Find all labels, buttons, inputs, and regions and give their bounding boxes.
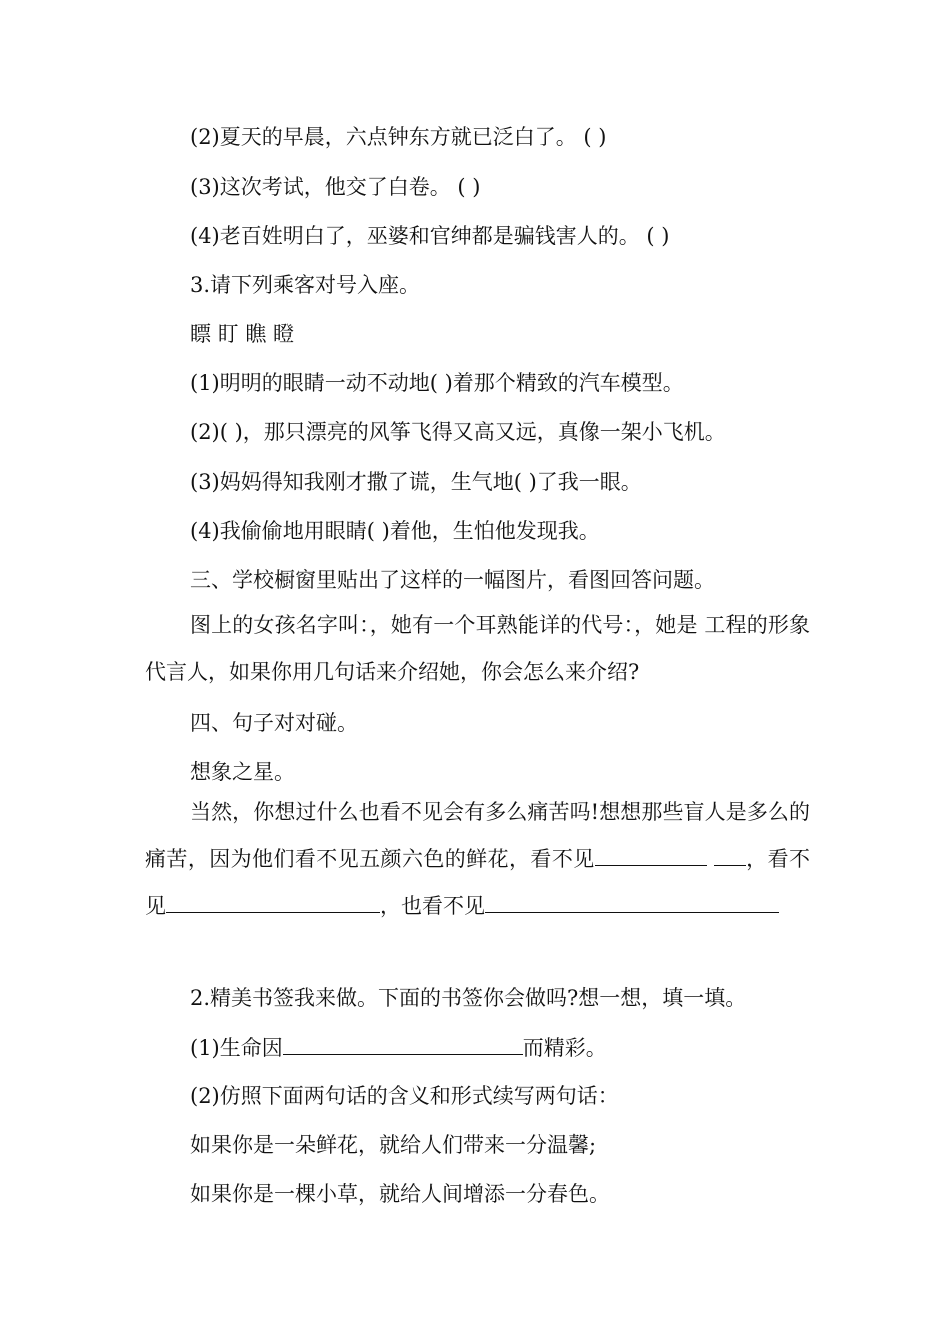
blank-3[interactable] [166, 890, 380, 913]
bookmark-item-2: (2)仿照下面两句话的含义和形式续写两句话： [190, 1084, 619, 1108]
imagination-text-2: ，看不见 [145, 847, 811, 918]
question-2-4: (4)老百姓明白了，巫婆和官绅都是骗钱害人的。 ( ) [190, 224, 670, 248]
imagination-star-heading: 想象之星。 [190, 760, 295, 784]
word-bank: 瞟 盯 瞧 瞪 [190, 322, 295, 346]
question-2-3: (3)这次考试，他交了白卷。 ( ) [190, 175, 481, 199]
blank-4[interactable] [485, 890, 747, 913]
section-3-heading: 3.请下列乘客对号入座。 [190, 273, 421, 297]
bookmark-item-1 [190, 1032, 810, 1063]
question-3-4: (4)我偷偷地用眼睛( )着他，生怕他发现我。 [190, 519, 600, 543]
blank-5[interactable] [747, 890, 779, 913]
question-2-2: (2)夏天的早晨，六点钟东方就已泛白了。 ( ) [190, 125, 607, 149]
example-sentence-2: 如果你是一棵小草，就给人间增添一分春色。 [190, 1182, 610, 1206]
bookmark-item-1-prefix: (1)生命因 [190, 1036, 283, 1060]
blank-2[interactable] [714, 843, 746, 866]
question-3-3: (3)妈妈得知我刚才撒了谎，生气地( )了我一眼。 [190, 470, 642, 494]
imagination-paragraph [145, 789, 810, 930]
imagination-text-3: ，也看不见 [380, 894, 485, 918]
question-3-2: (2)( )，那只漂亮的风筝飞得又高又远，真像一架小飞机。 [190, 420, 726, 444]
blank-1[interactable] [595, 843, 707, 866]
question-3-1: (1)明明的眼睛一动不动地( )着那个精致的汽车模型。 [190, 371, 684, 395]
part-3-heading: 三、学校橱窗里贴出了这样的一幅图片，看图回答问题。 [190, 568, 715, 592]
part-4-heading: 四、句子对对碰。 [190, 711, 358, 735]
imagination-text-1: 当然，你想过什么也看不见会有多么痛苦吗!想想那些盲人是多么的痛苦，因为他们看不见五颜六色的鲜花，看不见 [145, 800, 810, 871]
picture-question: 图上的女孩名字叫：，她有一个耳熟能详的代号：，她是 工程的形象代言人，如果你用几句话来介绍她，你会怎么来介绍? [145, 613, 810, 684]
bookmark-blank[interactable] [283, 1032, 523, 1055]
example-sentence-1: 如果你是一朵鲜花，就给人们带来一分温馨; [190, 1133, 597, 1157]
bookmark-heading: 2.精美书签我来做。下面的书签你会做吗?想一想，填一填。 [190, 986, 747, 1010]
bookmark-item-1-suffix: 而精彩。 [522, 1036, 607, 1060]
